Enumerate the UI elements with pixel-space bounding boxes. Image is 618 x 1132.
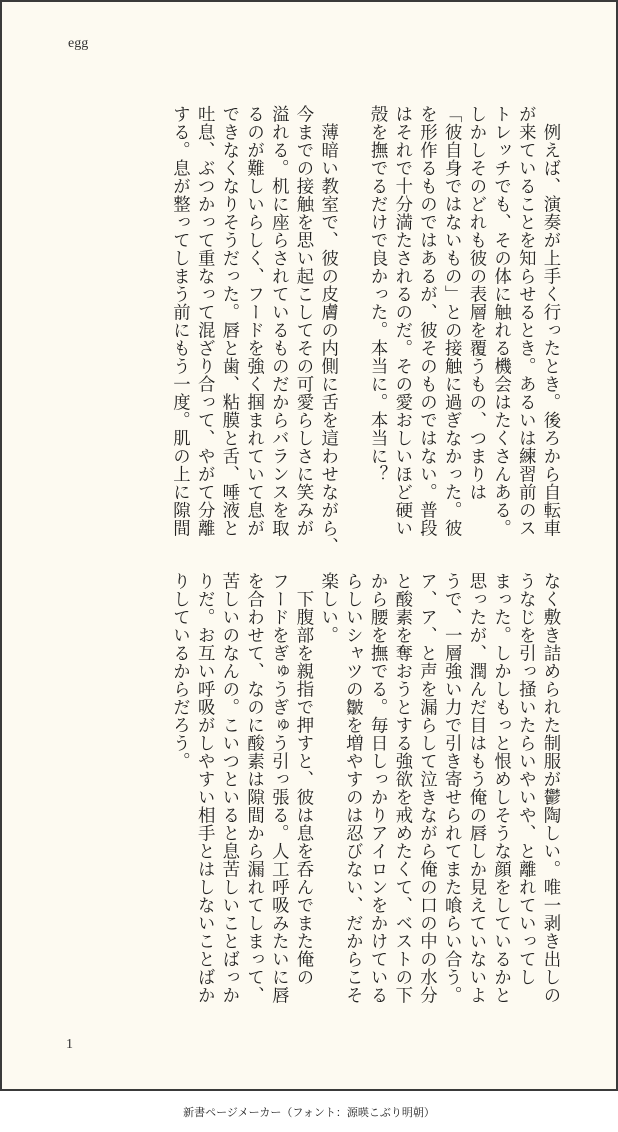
text-line: と酸素を奪おうとする強欲を戒めたくて、ベストの下	[391, 572, 412, 1004]
text-line: らしいシャツの皺を増やすのは忍びない、だからこそ	[342, 572, 363, 1004]
text-line: 溢れる。机に座らされているものだからバランスを取	[268, 105, 289, 537]
text-line: 殻を撫でるだけで良かった。本当に。本当に？	[367, 105, 388, 483]
text-line: フードをぎゅうぎゅう引っ張る。人工呼吸みたいに唇	[268, 572, 289, 1004]
page-number: 1	[66, 1037, 73, 1052]
text-line: 吐息、ぶつかって重なって混ざり合って、やがて分離	[194, 105, 215, 537]
text-line: るのが難しいらしく、フードを強く掴まれていて息が	[243, 105, 264, 537]
text-line: トレッチでも、その体に触れる機会はたくさんある。	[490, 105, 511, 537]
text-line: 薄暗い教室で、彼の皮膚の内側に舌を這わせながら、	[317, 105, 338, 555]
generator-caption: 新書ページメーカー（フォント：源暎こぶり明朝）	[183, 1106, 435, 1119]
running-head: egg	[68, 36, 89, 51]
text-line: 下腹部を親指で押すと、彼は息を呑んでまた俺の	[292, 572, 313, 986]
text-line: が来ていることを知らせるとき。あるいは練習前のス	[515, 105, 536, 537]
text-line: する。息が整ってしまう前にもう一度。肌の上に隙間	[169, 105, 190, 537]
text-line: りだ。お互い呼吸がしやすい相手とはしないことばか	[194, 572, 215, 1004]
text-line: 思ったが、潤んだ目はもう俺の唇しか見えていないよ	[465, 572, 486, 1004]
text-line: を合わせて、なのに酸素は隙間から漏れてしまって、	[243, 572, 264, 1004]
text-line: できなくなりそうだった。唇と歯、粘膜と舌、唾液と	[218, 105, 239, 537]
text-line: まった。しかしもっと恨めしそうな顔をしているかと	[490, 572, 511, 1004]
text-line: りしているからだろう。	[169, 572, 190, 770]
text-line: 楽しい。	[317, 572, 338, 644]
text-line: 今までの接触を思い起こしてその可愛らしさに笑みが	[292, 105, 313, 537]
text-line: うなじを引っ掻いたらいやいや、と離れていってし	[515, 572, 536, 986]
text-line: なく敷き詰められた制服が鬱陶しい。唯一剥き出しの	[540, 572, 560, 1004]
text-line	[340, 105, 365, 537]
lower-text-block	[60, 572, 562, 1004]
text-line: 苦しいのなんの。こいつといると息苦しいことばっか	[218, 572, 239, 1004]
text-line: を形作るものではあるが、彼そのものではない。普段	[416, 105, 437, 537]
text-line: ア、ア、と声を漏らして泣きながら俺の口の中の水分	[416, 572, 437, 1004]
text-line: 例えば、演奏が上手く行ったとき。後ろから自転車	[540, 105, 560, 537]
upper-text-block	[60, 105, 562, 555]
text-line: うで、一層強い力で引き寄せられてまた喰らい合う。	[441, 572, 462, 1004]
text-line: しかしそのどれも彼の表層を覆うもの、つまりは	[465, 105, 486, 501]
text-line: はそれで十分満たされるのだ。その愛おしいほど硬い	[391, 105, 412, 537]
text-line: から腰を撫でる。毎日しっかりアイロンをかけている	[367, 572, 388, 1004]
text-line: 「彼自身ではないもの」との接触に過ぎなかった。彼	[441, 105, 462, 537]
